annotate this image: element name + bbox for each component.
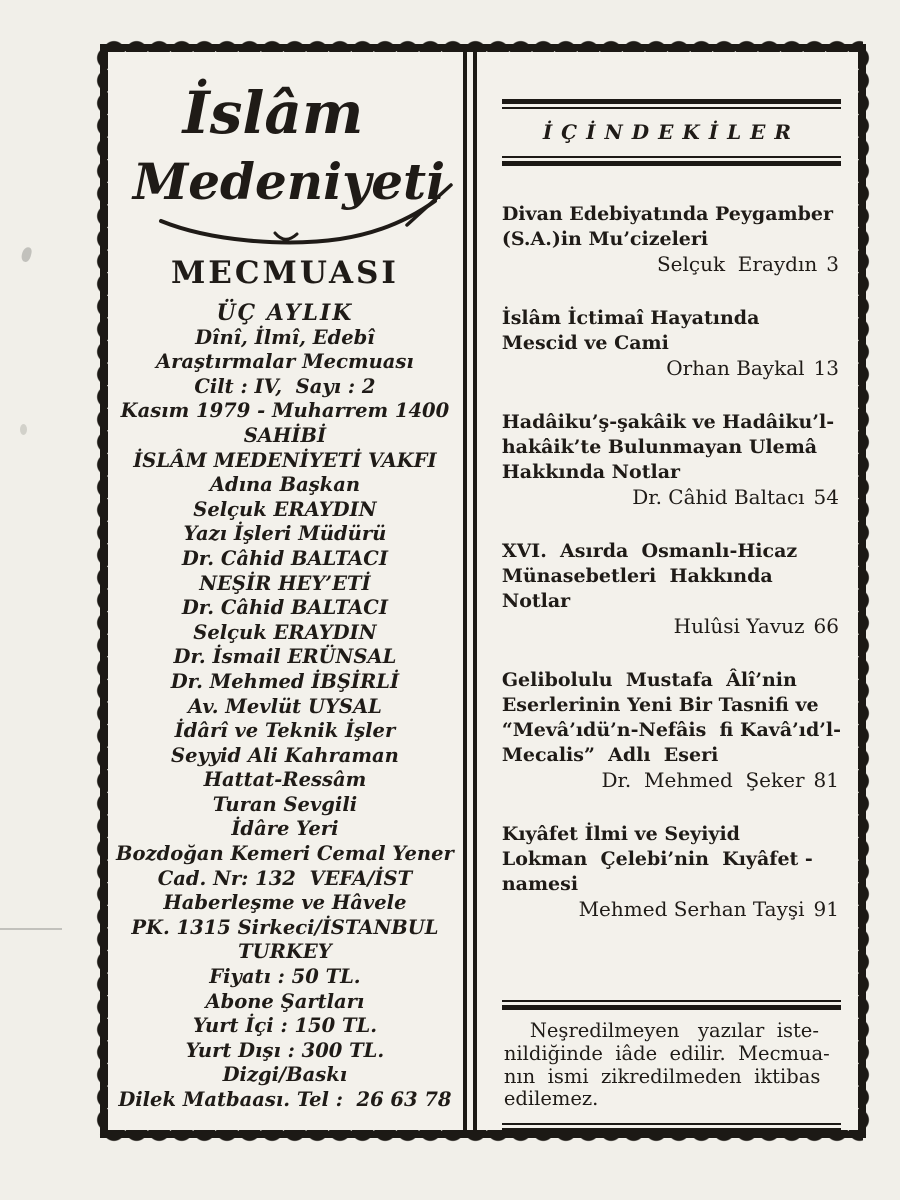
calligrapher-name: Turan Sevgili <box>212 792 358 816</box>
subscription-label: Abone Şartları <box>205 989 365 1013</box>
issue-date: Kasım 1979 - Muharrem 1400 <box>120 399 450 423</box>
scallop-border-top <box>103 38 863 52</box>
toc-entry-author-line <box>502 614 841 639</box>
note-line: nildiğinde iâde edilir. Mecmua- <box>503 1041 830 1065</box>
toc-entry-author: Dr. Mehmed Şeker <box>601 768 805 792</box>
double-rule-top <box>502 99 841 109</box>
correspondence-line: PK. 1315 Sirkeci/İSTANBUL <box>131 915 439 939</box>
board-member: Selçuk ERAYDIN <box>193 620 377 644</box>
toc-entry-page: 66 <box>813 614 839 638</box>
toc-entry-title-line: Kıyâfet İlmi ve Seyiyid <box>501 823 740 845</box>
editorial-note <box>502 1000 841 1133</box>
volume-issue: Cilt : IV, Sayı : 2 <box>194 374 376 398</box>
toc-entry-page: 91 <box>813 897 839 921</box>
journal-title: MECMUASI <box>170 255 399 291</box>
address-line: Cad. Nr: 132 VEFA/İST <box>157 866 413 890</box>
journal-logo <box>115 73 455 245</box>
toc-entry <box>502 539 841 639</box>
toc-entry-author: Mehmed Serhan Tayşi <box>578 897 805 921</box>
board-member: Dr. İsmail ERÜNSAL <box>173 645 397 669</box>
board-member: Av. Mevlüt UYSAL <box>187 694 382 718</box>
masthead-column <box>107 51 463 1131</box>
toc-entry-title-line: Hakkında Notlar <box>501 461 681 483</box>
logo-word-medeniyeti: Medeniyeti <box>132 152 446 211</box>
address-line: Bozdoğan Kemeri Cemal Yener <box>116 842 454 866</box>
board-member: Dr. Câhid BALTACI <box>181 596 388 620</box>
correspondence-label: Haberleşme ve Hâvele <box>163 891 407 915</box>
toc-entry-author: Orhan Baykal <box>666 356 805 380</box>
toc-entry-page: 13 <box>813 356 839 380</box>
admin-label: İdârî ve Teknik İşler <box>174 719 396 743</box>
toc-entry-author-line <box>502 252 841 277</box>
toc-entry-title-line: XVI. Asırda Osmanlı-Hicaz <box>501 540 798 562</box>
logo-word-islam: İslâm <box>182 79 364 147</box>
note-line: nın ismi zikredilmeden iktibas <box>503 1064 821 1088</box>
owner-behalf: Adına Başkan <box>209 473 361 497</box>
toc-entry-title-line: Eserlerinin Yeni Bir Tasnifi ve <box>501 694 819 716</box>
double-rule-bottom <box>502 156 841 166</box>
toc-entry-title-line: Mescid ve Cami <box>501 332 669 354</box>
toc-entry-page: 54 <box>813 485 839 509</box>
toc-entry-title-line: Mecalis” Adlı Eseri <box>501 744 719 766</box>
toc-entry-title-line: “Mevâ’ıdü’n-Nefâis fi Kavâ’ıd’l- <box>501 719 841 741</box>
toc-entry-author-line <box>502 768 841 793</box>
masthead-subtitle: Araştırmalar Mecmuası <box>156 350 414 374</box>
scan-artifact <box>20 424 27 435</box>
address-label: İdâre Yeri <box>231 817 339 841</box>
owner-organization: İSLÂM MEDENİYETİ VAKFI <box>133 448 437 472</box>
column-divider <box>463 51 478 1131</box>
masthead-subtitle: Dînî, İlmî, Edebî <box>195 325 375 349</box>
calligrapher-label: Hattat-Ressâm <box>203 768 367 792</box>
toc-entry-page: 3 <box>826 252 839 276</box>
scan-artifact <box>20 246 32 263</box>
scan-artifact <box>0 928 62 930</box>
board-label: NEŞİR HEY’ETİ <box>199 571 371 595</box>
toc-entry-author-line <box>502 897 841 922</box>
toc-entry-title-line: Divan Edebiyatında Peygamber <box>501 203 834 225</box>
toc-entry-author-line <box>502 485 841 510</box>
note-line: edilemez. <box>503 1087 599 1111</box>
toc-entry-page: 81 <box>813 768 839 792</box>
scallop-border-right <box>858 47 872 1135</box>
toc-entries <box>502 202 841 922</box>
printer-label: Dizgi/Baskı <box>222 1063 348 1087</box>
toc-title: İÇİNDEKİLER <box>542 120 800 144</box>
toc-entry-author: Dr. Câhid Baltacı <box>632 485 805 509</box>
note-line: Neşredilmeyen yazılar iste- <box>529 1019 819 1042</box>
admin-name: Seyyid Ali Kahraman <box>170 743 399 767</box>
toc-entry-title-line: namesi <box>501 873 579 895</box>
toc-entry <box>502 306 841 381</box>
owner-name: Selçuk ERAYDIN <box>193 497 377 521</box>
editor-label: Yazı İşleri Müdürü <box>183 522 387 546</box>
price-line: Fiyatı : 50 TL. <box>209 965 361 989</box>
toc-entry-author: Hulûsi Yavuz <box>673 614 805 638</box>
toc-entry-author: Selçuk Eraydın <box>656 252 818 276</box>
toc-entry-author-line <box>502 356 841 381</box>
toc-entry <box>502 822 841 922</box>
toc-entry <box>502 668 841 793</box>
owner-label: SAHİBİ <box>243 423 327 447</box>
masthead-subtitle: ÜÇ AYLIK <box>216 300 354 326</box>
toc-entry-title-line: Hadâiku’ş-şakâik ve Hadâiku’l- <box>501 411 835 433</box>
editor-name: Dr. Câhid BALTACI <box>181 546 388 570</box>
toc-entry-title-line: Notlar <box>501 590 571 612</box>
toc-entry-title-line: (S.A.)in Mu’cizeleri <box>501 228 709 250</box>
scallop-border-bottom <box>103 1130 863 1144</box>
decorative-frame <box>100 44 866 1138</box>
subscription-domestic: Yurt İçi : 150 TL. <box>192 1014 377 1038</box>
toc-entry-title-line: Lokman Çelebi’nin Kıyâfet - <box>501 848 813 870</box>
contents-column <box>478 51 859 1131</box>
toc-entry-title-line: Münasebetleri Hakkında <box>501 565 773 587</box>
board-member: Dr. Mehmed İBŞİRLİ <box>170 669 400 693</box>
toc-header <box>502 99 841 166</box>
note-text <box>502 1010 841 1123</box>
toc-entry-title-line: Gelibolulu Mustafa Âlî’nin <box>501 669 797 691</box>
toc-entry <box>502 202 841 277</box>
scallop-border-left <box>94 47 108 1135</box>
toc-entry-title-line: hakâik’te Bulunmayan Ulemâ <box>501 436 818 458</box>
correspondence-line: TURKEY <box>238 940 332 964</box>
note-rule-top <box>502 1000 841 1010</box>
page-inner <box>107 51 859 1131</box>
printer-name: Dilek Matbaası. Tel : 26 63 78 <box>118 1088 452 1111</box>
subscription-foreign: Yurt Dışı : 300 TL. <box>185 1038 385 1062</box>
toc-entry-title-line: İslâm İctimaî Hayatında <box>501 307 760 329</box>
toc-entry <box>502 410 841 510</box>
